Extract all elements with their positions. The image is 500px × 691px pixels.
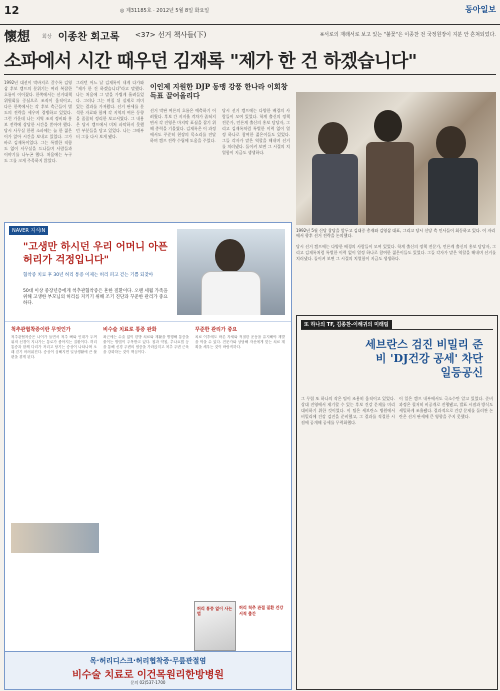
photo-person-1 bbox=[318, 122, 348, 156]
ad-top-section bbox=[5, 223, 291, 322]
side-story-box bbox=[296, 315, 498, 690]
page-header bbox=[0, 0, 500, 25]
ad-col-2: 최근에는 수술 없이 한방 치료와 재활을 병행해 통증을 줄이는 방법이 주목받고 있다. 침과 약침, 추나요법 등을 통해 신경 주변의 염증을 가라앉히고 척추 주변 근육을 강화하는 것이 핵심이다. bbox=[103, 335, 189, 354]
ad-photo-small bbox=[11, 523, 99, 553]
news-photo bbox=[296, 92, 496, 225]
ad-col-1: 척추관협착증은 나이가 들면서 척추 뼈와 인대가 두꺼워져 신경이 지나가는 통로가 좁아지는 질환이다. 허리 통증과 함께 다리가 저리고 당기는 증상이 나타나며 오래 걷기 어려워진다. 증상이 심해지면 일상생활에 큰 불편을 겪게 된다. bbox=[11, 335, 97, 359]
body-col-right: 당시 선거 캠프에는 다양한 배경의 사람들이 모여 있었다. 학계 출신의 정책 전문가, 언론계 출신의 홍보 담당자, 그리고 김재록처럼 특별한 이력 없이 열정 하나로 참여한 젊은이들도 있었다. 그들 각자가 맡은 역할을 해내며 선거를 치러냈다. 돌이켜 보면 그 시절의 치열함이 지금도 생생하다. bbox=[296, 244, 496, 261]
body-col-1: 1992년 대선이 막바지로 갈수록 김영삼 후보 캠프의 분위기는 여러 복잡한 흐름이 이어졌다. 한쪽에서는 선거대책위원회를 중심으로 조직이 움직이고, 다른 한쪽에서는 각 후보 측근들이 별도의 전략을 세우며 경쟁하고 있었다. 그런 가운데 나는 지역 조직 정비와 홍보 전략에 상당한 시간을 쏟아야 했다. 당시 사무실 한편 소파에는 늘 한 젊은이가 앉아 시간을 보내고 있었다. 그가 바로 김재록이었다. 그는 특별한 직함도 없이 사무실을 드나들며 사람들과 이야기를 나누곤 했다. 처음에는 누구도 그를 크게 주목하지 않았다. bbox=[4, 80, 72, 163]
issue-info: ◎ 제31185호 · 2012년 5월 8일 화요일 bbox=[120, 8, 210, 14]
ad-badge: NAVER 지식iN bbox=[9, 226, 48, 235]
side-story-headline: 세브란스 검진 비밀리 준비 'DJ건강 공세' 차단 일등공신 bbox=[365, 338, 483, 379]
ad-footer bbox=[5, 651, 291, 690]
photo-person-3 bbox=[436, 126, 466, 160]
side-story-col-1: 그 무렵 또 하나의 작은 팀이 조용히 움직이고 있었다. 상대 진영에서 제기할 수 있는 후보 건강 문제를 미리 대비하기 위한 것이었다. 이 팀은 세브란스 병원에서 비밀리에 건강 검진을 준비했고, 그 결과를 적절한 시점에 공개해 공세를 무력화했다. bbox=[301, 396, 395, 425]
photo-caption: 1992년 5월 신당 창당을 앞두고 김대중 총재와 김영삼 대표, 그리고 당시 신당 측 인사들이 회동하고 있다. 이 자리에서 향후 선거 전략을 논의했다. bbox=[296, 228, 496, 238]
ad-col1-heading: 척추관협착증이란 무엇인가 bbox=[11, 327, 71, 333]
ad-subheadline: 협착증 치료 후 30년 허리 통증 이제는 허리 펴고 걷는 기쁨 되찾아 bbox=[23, 273, 154, 278]
photo-body-1 bbox=[312, 154, 358, 225]
ad-footer-clinic: 비수술 치료로 이건목원리한방병원 bbox=[72, 670, 224, 681]
ad-headline: "고생만 하시던 우리 어머니 아픈 허리가 걱정입니다" bbox=[23, 242, 168, 266]
series-author: 이종찬 회고록 bbox=[58, 32, 120, 43]
main-headline: 소파에서 시간 때우던 김재록 "제가 한 건 하겠습니다" bbox=[4, 51, 417, 72]
photo-body-2 bbox=[366, 142, 414, 225]
series-mark: 懷想 bbox=[4, 30, 31, 45]
photo-body-3 bbox=[428, 158, 478, 225]
ad-col3-heading: 꾸준한 관리가 중요 bbox=[195, 327, 238, 333]
body-subhead: 이인제 지원한 DJP 동맹 강풍 한나라 이회창 득표 끌어올리다 bbox=[150, 82, 288, 100]
series-note: ※서로의 재래서로 보고 있는 "불꽃"은 이종찬 전 국정원장이 지분 안 흔쳐되었다. bbox=[319, 32, 496, 38]
page-number: 12 bbox=[4, 4, 20, 17]
series-bar bbox=[4, 25, 496, 43]
ad-footer-conditions: 목·허리디스크·허리협착증·무릎관절염 bbox=[89, 657, 207, 665]
body-col-2: 그러던 어느 날 김재록이 내게 다가와 "제가 한 건 하겠습니다"라고 말했다. 나는 처음에 그 말을 가볍게 흘려들었다. 그러나 그는 며칠 뒤 실제로 의미 있는 결과를 가져왔다. 선거 판세를 분석한 자료와 함께 각 지역의 여론 동향을 꼼꼼히 정리한 보고서였다. 그 내용은 당시 캠프에서 미처 파악하지 못했던 부분들을 담고 있었다. 나는 그때부터 그를 다시 보게 됐다. bbox=[76, 80, 144, 139]
ad-book-title: 허리 통증 없이 사는 법 bbox=[197, 606, 233, 616]
photo-person-2 bbox=[374, 110, 402, 142]
side-story-label: 또 하나의 TF, 김종찬-이해귀의 미래팀 bbox=[301, 320, 392, 329]
body-col-4: 당시 선거 캠프에는 다양한 배경의 사람들이 모여 있었다. 학계 출신의 정책 전문가, 언론계 출신의 홍보 담당자, 그리고 김재록처럼 특별한 이력 없이 열정 하나로 참여한 젊은이들도 있었다. 그들 각자가 맡은 역할을 해내며 선거를 치러냈다. 돌이켜 보면 그 시절의 치열함이 지금도 생생하다. bbox=[222, 108, 290, 155]
body-col-3: 선거 막판 여론의 흐름은 예측하기 어려웠다. 후보 간 지지율 격차가 좁혀지면서 각 진영은 마지막 표심을 잡기 위해 총력을 기울였다. 김재록은 이 과정에서도 꾸준히 현장의 목소리를 전달하며 캠프 전략 수립에 도움을 주었다. bbox=[150, 108, 216, 143]
side-story-rule bbox=[301, 329, 493, 330]
side-story-col-2: 이 일은 캠프 내부에서도 극소수만 알고 있었다. 준비 과정은 철저히 비공개로 진행됐고, 발표 시점과 방식도 세밀하게 조율됐다. 결과적으로 건강 문제를 둘러싼 논란은 선거 판세에 큰 영향을 주지 못했다. bbox=[399, 396, 493, 419]
newspaper-logo: 동아일보 bbox=[465, 4, 496, 14]
ad-book-cover bbox=[194, 601, 236, 651]
ad-col2-heading: 비수술 치료로 통증 완화 bbox=[103, 327, 157, 333]
ad-book-info: 허리 척추 관절 질환 건강서적 출간 bbox=[239, 605, 284, 616]
ad-intro: 50대 이상 중장년층에게 척추관협착증은 흔한 질환이다. 오랜 세월 가족을 위해 고생한 부모님의 허리를 지키기 위해 조기 진단과 꾸준한 관리가 중요하다. bbox=[23, 289, 168, 306]
ad-footer-contact: 문의 02)537-1700 bbox=[130, 680, 166, 685]
ad-doctor-coat bbox=[201, 271, 261, 315]
series-mark-sub: 회상 bbox=[42, 34, 52, 40]
ad-doctor-head bbox=[215, 239, 245, 273]
headline-rule bbox=[4, 74, 496, 75]
series-episode: <37> 선거 책사들(下) bbox=[135, 31, 207, 39]
advertisement bbox=[4, 222, 292, 690]
ad-doctor-photo bbox=[177, 229, 285, 315]
ad-col-3: 치료 이후에도 바른 자세와 적절한 운동을 유지해야 재발을 막을 수 있다. 전문가와 상담해 자신에게 맞는 치료 계획을 세우는 것이 바람직하다. bbox=[195, 335, 285, 349]
